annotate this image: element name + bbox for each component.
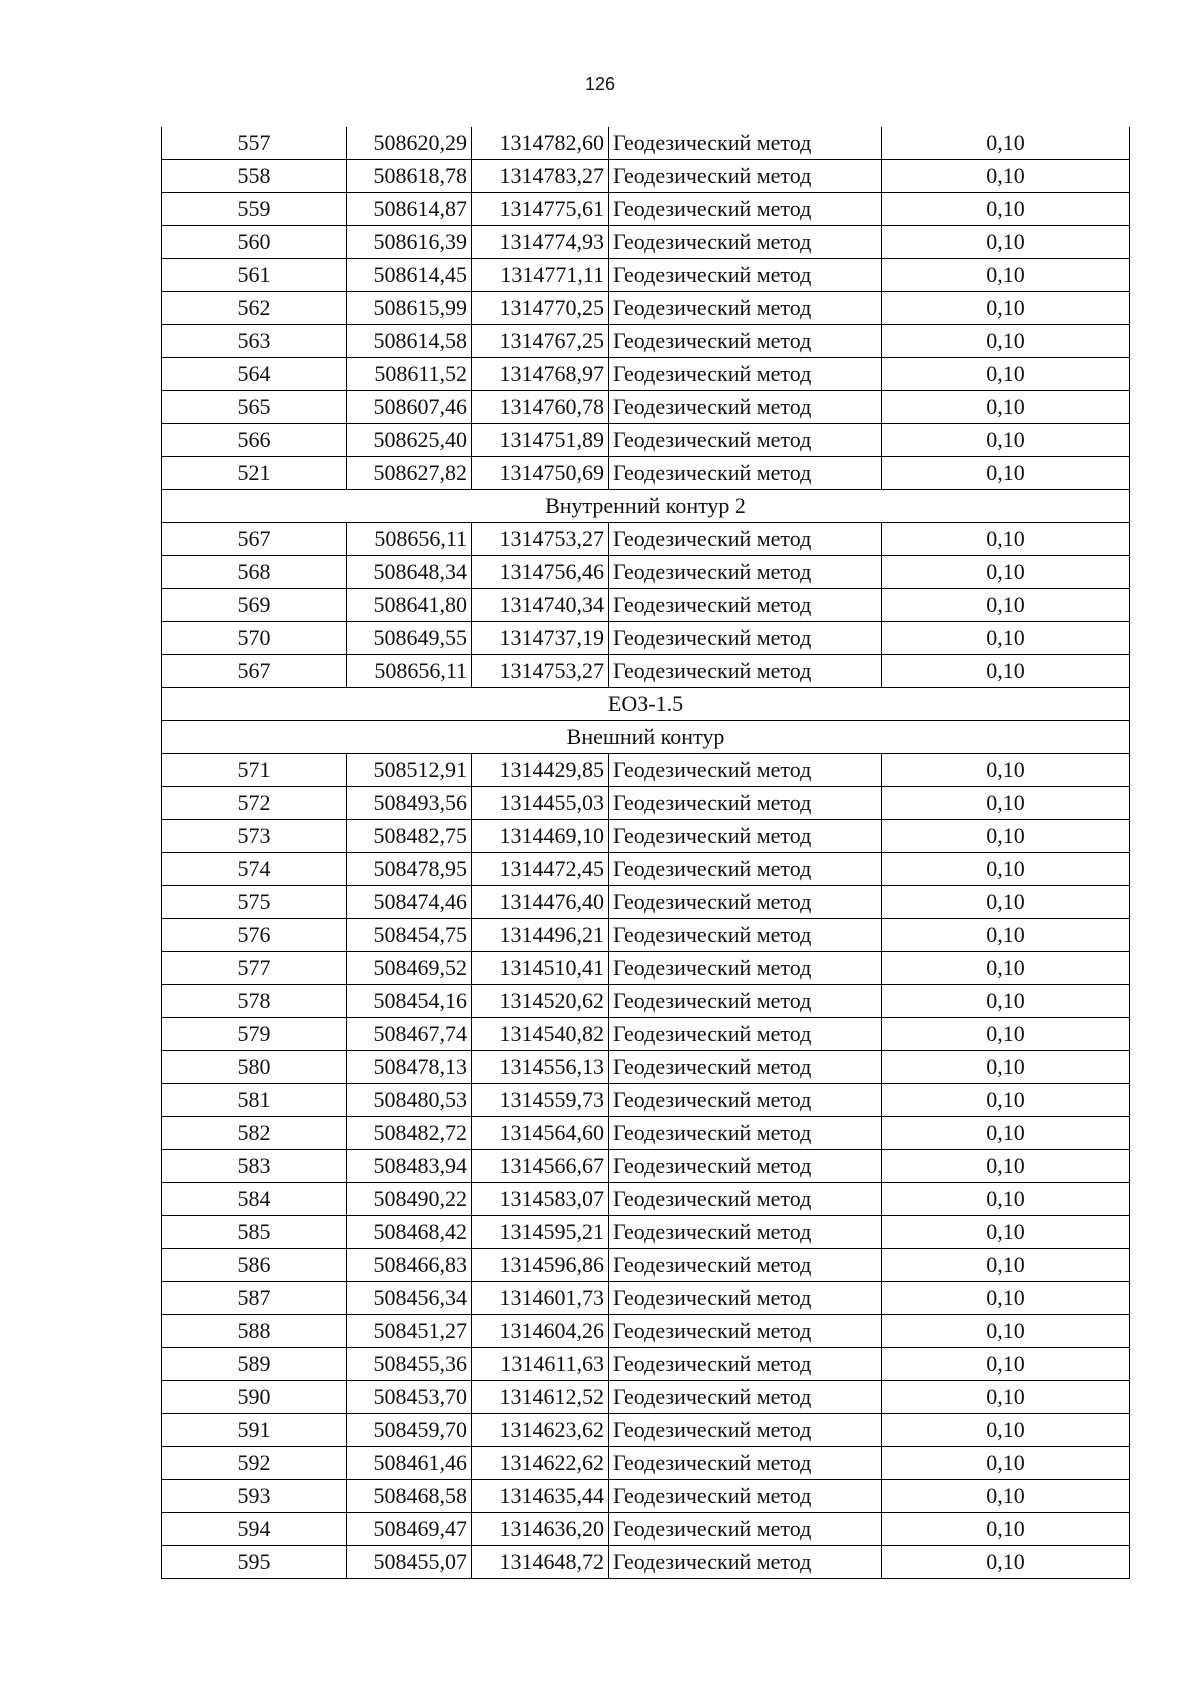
table-row — [162, 1249, 1130, 1282]
method-cell: Геодезический метод — [609, 952, 882, 985]
point-number-cell: 581 — [162, 1084, 347, 1117]
table-row — [162, 226, 1130, 259]
table-row — [162, 1150, 1130, 1183]
point-number-cell: 576 — [162, 919, 347, 952]
point-number-cell: 521 — [162, 457, 347, 490]
point-number-cell: 586 — [162, 1249, 347, 1282]
accuracy-cell: 0,10 — [882, 1117, 1130, 1150]
y-coordinate-cell: 1314774,93 — [472, 226, 609, 259]
x-coordinate-cell: 508627,82 — [347, 457, 472, 490]
accuracy-cell: 0,10 — [882, 259, 1130, 292]
method-cell: Геодезический метод — [609, 622, 882, 655]
table-row — [162, 391, 1130, 424]
method-cell: Геодезический метод — [609, 787, 882, 820]
method-cell: Геодезический метод — [609, 1018, 882, 1051]
x-coordinate-cell: 508482,75 — [347, 820, 472, 853]
method-cell: Геодезический метод — [609, 1381, 882, 1414]
section-heading-row — [162, 721, 1130, 754]
accuracy-cell: 0,10 — [882, 1183, 1130, 1216]
accuracy-cell: 0,10 — [882, 1282, 1130, 1315]
y-coordinate-cell: 1314472,45 — [472, 853, 609, 886]
point-number-cell: 583 — [162, 1150, 347, 1183]
accuracy-cell: 0,10 — [882, 1084, 1130, 1117]
table-row — [162, 193, 1130, 226]
y-coordinate-cell: 1314556,13 — [472, 1051, 609, 1084]
y-coordinate-cell: 1314750,69 — [472, 457, 609, 490]
method-cell: Геодезический метод — [609, 523, 882, 556]
method-cell: Геодезический метод — [609, 1315, 882, 1348]
point-number-cell: 559 — [162, 193, 347, 226]
table-row — [162, 127, 1130, 160]
point-number-cell: 571 — [162, 754, 347, 787]
x-coordinate-cell: 508618,78 — [347, 160, 472, 193]
accuracy-cell: 0,10 — [882, 457, 1130, 490]
x-coordinate-cell: 508455,36 — [347, 1348, 472, 1381]
x-coordinate-cell: 508483,94 — [347, 1150, 472, 1183]
method-cell: Геодезический метод — [609, 259, 882, 292]
point-number-cell: 558 — [162, 160, 347, 193]
y-coordinate-cell: 1314496,21 — [472, 919, 609, 952]
accuracy-cell: 0,10 — [882, 1414, 1130, 1447]
point-number-cell: 569 — [162, 589, 347, 622]
y-coordinate-cell: 1314595,21 — [472, 1216, 609, 1249]
x-coordinate-cell: 508614,45 — [347, 259, 472, 292]
point-number-cell: 573 — [162, 820, 347, 853]
accuracy-cell: 0,10 — [882, 1315, 1130, 1348]
accuracy-cell: 0,10 — [882, 160, 1130, 193]
accuracy-cell: 0,10 — [882, 226, 1130, 259]
table-row — [162, 1051, 1130, 1084]
x-coordinate-cell: 508649,55 — [347, 622, 472, 655]
table-row — [162, 1018, 1130, 1051]
table-row — [162, 1282, 1130, 1315]
y-coordinate-cell: 1314520,62 — [472, 985, 609, 1018]
accuracy-cell: 0,10 — [882, 1018, 1130, 1051]
method-cell: Геодезический метод — [609, 1051, 882, 1084]
x-coordinate-cell: 508620,29 — [347, 127, 472, 160]
x-coordinate-cell: 508451,27 — [347, 1315, 472, 1348]
section-heading: Внутренний контур 2 — [162, 490, 1130, 523]
y-coordinate-cell: 1314775,61 — [472, 193, 609, 226]
x-coordinate-cell: 508615,99 — [347, 292, 472, 325]
point-number-cell: 591 — [162, 1414, 347, 1447]
table-row — [162, 1480, 1130, 1513]
accuracy-cell: 0,10 — [882, 886, 1130, 919]
y-coordinate-cell: 1314601,73 — [472, 1282, 609, 1315]
y-coordinate-cell: 1314753,27 — [472, 523, 609, 556]
table-row — [162, 523, 1130, 556]
x-coordinate-cell: 508611,52 — [347, 358, 472, 391]
x-coordinate-cell: 508469,52 — [347, 952, 472, 985]
accuracy-cell: 0,10 — [882, 1150, 1130, 1183]
x-coordinate-cell: 508474,46 — [347, 886, 472, 919]
x-coordinate-cell: 508607,46 — [347, 391, 472, 424]
point-number-cell: 567 — [162, 523, 347, 556]
accuracy-cell: 0,10 — [882, 1249, 1130, 1282]
point-number-cell: 562 — [162, 292, 347, 325]
method-cell: Геодезический метод — [609, 1348, 882, 1381]
y-coordinate-cell: 1314737,19 — [472, 622, 609, 655]
x-coordinate-cell: 508478,13 — [347, 1051, 472, 1084]
x-coordinate-cell: 508656,11 — [347, 523, 472, 556]
method-cell: Геодезический метод — [609, 853, 882, 886]
x-coordinate-cell: 508490,22 — [347, 1183, 472, 1216]
y-coordinate-cell: 1314767,25 — [472, 325, 609, 358]
y-coordinate-cell: 1314751,89 — [472, 424, 609, 457]
point-number-cell: 568 — [162, 556, 347, 589]
coordinates-table-body — [162, 127, 1130, 1579]
y-coordinate-cell: 1314611,63 — [472, 1348, 609, 1381]
method-cell: Геодезический метод — [609, 1414, 882, 1447]
x-coordinate-cell: 508466,83 — [347, 1249, 472, 1282]
x-coordinate-cell: 508641,80 — [347, 589, 472, 622]
method-cell: Геодезический метод — [609, 1480, 882, 1513]
point-number-cell: 572 — [162, 787, 347, 820]
accuracy-cell: 0,10 — [882, 622, 1130, 655]
y-coordinate-cell: 1314783,27 — [472, 160, 609, 193]
table-row — [162, 589, 1130, 622]
accuracy-cell: 0,10 — [882, 754, 1130, 787]
x-coordinate-cell: 508455,07 — [347, 1546, 472, 1579]
method-cell: Геодезический метод — [609, 1447, 882, 1480]
point-number-cell: 564 — [162, 358, 347, 391]
point-number-cell: 580 — [162, 1051, 347, 1084]
y-coordinate-cell: 1314753,27 — [472, 655, 609, 688]
table-row — [162, 160, 1130, 193]
point-number-cell: 584 — [162, 1183, 347, 1216]
accuracy-cell: 0,10 — [882, 1480, 1130, 1513]
accuracy-cell: 0,10 — [882, 985, 1130, 1018]
x-coordinate-cell: 508480,53 — [347, 1084, 472, 1117]
table-row — [162, 1513, 1130, 1546]
point-number-cell: 557 — [162, 127, 347, 160]
method-cell: Геодезический метод — [609, 391, 882, 424]
y-coordinate-cell: 1314623,62 — [472, 1414, 609, 1447]
method-cell: Геодезический метод — [609, 655, 882, 688]
method-cell: Геодезический метод — [609, 325, 882, 358]
y-coordinate-cell: 1314604,26 — [472, 1315, 609, 1348]
method-cell: Геодезический метод — [609, 1183, 882, 1216]
table-row — [162, 1414, 1130, 1447]
method-cell: Геодезический метод — [609, 193, 882, 226]
table-row — [162, 1348, 1130, 1381]
table-row — [162, 1546, 1130, 1579]
y-coordinate-cell: 1314564,60 — [472, 1117, 609, 1150]
accuracy-cell: 0,10 — [882, 127, 1130, 160]
accuracy-cell: 0,10 — [882, 787, 1130, 820]
x-coordinate-cell: 508454,16 — [347, 985, 472, 1018]
table-row — [162, 919, 1130, 952]
y-coordinate-cell: 1314469,10 — [472, 820, 609, 853]
point-number-cell: 594 — [162, 1513, 347, 1546]
y-coordinate-cell: 1314770,25 — [472, 292, 609, 325]
accuracy-cell: 0,10 — [882, 952, 1130, 985]
section-heading-row — [162, 490, 1130, 523]
method-cell: Геодезический метод — [609, 1513, 882, 1546]
table-row — [162, 1183, 1130, 1216]
accuracy-cell: 0,10 — [882, 1381, 1130, 1414]
method-cell: Геодезический метод — [609, 589, 882, 622]
x-coordinate-cell: 508614,87 — [347, 193, 472, 226]
accuracy-cell: 0,10 — [882, 292, 1130, 325]
x-coordinate-cell: 508512,91 — [347, 754, 472, 787]
section-heading-row — [162, 688, 1130, 721]
point-number-cell: 595 — [162, 1546, 347, 1579]
point-number-cell: 593 — [162, 1480, 347, 1513]
method-cell: Геодезический метод — [609, 1150, 882, 1183]
method-cell: Геодезический метод — [609, 358, 882, 391]
y-coordinate-cell: 1314566,67 — [472, 1150, 609, 1183]
method-cell: Геодезический метод — [609, 424, 882, 457]
point-number-cell: 578 — [162, 985, 347, 1018]
point-number-cell: 565 — [162, 391, 347, 424]
y-coordinate-cell: 1314455,03 — [472, 787, 609, 820]
method-cell: Геодезический метод — [609, 127, 882, 160]
x-coordinate-cell: 508456,34 — [347, 1282, 472, 1315]
method-cell: Геодезический метод — [609, 886, 882, 919]
table-row — [162, 1084, 1130, 1117]
point-number-cell: 579 — [162, 1018, 347, 1051]
table-row — [162, 457, 1130, 490]
y-coordinate-cell: 1314635,44 — [472, 1480, 609, 1513]
accuracy-cell: 0,10 — [882, 325, 1130, 358]
point-number-cell: 574 — [162, 853, 347, 886]
accuracy-cell: 0,10 — [882, 1216, 1130, 1249]
y-coordinate-cell: 1314583,07 — [472, 1183, 609, 1216]
point-number-cell: 582 — [162, 1117, 347, 1150]
x-coordinate-cell: 508616,39 — [347, 226, 472, 259]
table-row — [162, 787, 1130, 820]
table-row — [162, 820, 1130, 853]
accuracy-cell: 0,10 — [882, 1348, 1130, 1381]
method-cell: Геодезический метод — [609, 1282, 882, 1315]
method-cell: Геодезический метод — [609, 820, 882, 853]
accuracy-cell: 0,10 — [882, 1513, 1130, 1546]
y-coordinate-cell: 1314596,86 — [472, 1249, 609, 1282]
accuracy-cell: 0,10 — [882, 193, 1130, 226]
accuracy-cell: 0,10 — [882, 523, 1130, 556]
method-cell: Геодезический метод — [609, 1216, 882, 1249]
section-heading: Внешний контур — [162, 721, 1130, 754]
point-number-cell: 563 — [162, 325, 347, 358]
section-heading: ЕОЗ-1.5 — [162, 688, 1130, 721]
x-coordinate-cell: 508478,95 — [347, 853, 472, 886]
method-cell: Геодезический метод — [609, 1249, 882, 1282]
y-coordinate-cell: 1314740,34 — [472, 589, 609, 622]
y-coordinate-cell: 1314476,40 — [472, 886, 609, 919]
method-cell: Геодезический метод — [609, 292, 882, 325]
table-row — [162, 556, 1130, 589]
method-cell: Геодезический метод — [609, 226, 882, 259]
point-number-cell: 589 — [162, 1348, 347, 1381]
table-row — [162, 754, 1130, 787]
x-coordinate-cell: 508625,40 — [347, 424, 472, 457]
table-row — [162, 325, 1130, 358]
table-row — [162, 259, 1130, 292]
point-number-cell: 570 — [162, 622, 347, 655]
y-coordinate-cell: 1314636,20 — [472, 1513, 609, 1546]
table-row — [162, 886, 1130, 919]
y-coordinate-cell: 1314559,73 — [472, 1084, 609, 1117]
y-coordinate-cell: 1314429,85 — [472, 754, 609, 787]
accuracy-cell: 0,10 — [882, 556, 1130, 589]
x-coordinate-cell: 508614,58 — [347, 325, 472, 358]
method-cell: Геодезический метод — [609, 1117, 882, 1150]
table-row — [162, 1117, 1130, 1150]
accuracy-cell: 0,10 — [882, 919, 1130, 952]
page-number: 126 — [584, 74, 616, 94]
x-coordinate-cell: 508656,11 — [347, 655, 472, 688]
accuracy-cell: 0,10 — [882, 1447, 1130, 1480]
accuracy-cell: 0,10 — [882, 1546, 1130, 1579]
accuracy-cell: 0,10 — [882, 1051, 1130, 1084]
y-coordinate-cell: 1314648,72 — [472, 1546, 609, 1579]
point-number-cell: 588 — [162, 1315, 347, 1348]
x-coordinate-cell: 508493,56 — [347, 787, 472, 820]
table-row — [162, 1447, 1130, 1480]
x-coordinate-cell: 508469,47 — [347, 1513, 472, 1546]
y-coordinate-cell: 1314510,41 — [472, 952, 609, 985]
x-coordinate-cell: 508648,34 — [347, 556, 472, 589]
point-number-cell: 577 — [162, 952, 347, 985]
point-number-cell: 567 — [162, 655, 347, 688]
accuracy-cell: 0,10 — [882, 589, 1130, 622]
table-row — [162, 655, 1130, 688]
y-coordinate-cell: 1314760,78 — [472, 391, 609, 424]
coordinates-table — [161, 127, 1130, 1579]
method-cell: Геодезический метод — [609, 1084, 882, 1117]
y-coordinate-cell: 1314612,52 — [472, 1381, 609, 1414]
y-coordinate-cell: 1314771,11 — [472, 259, 609, 292]
y-coordinate-cell: 1314782,60 — [472, 127, 609, 160]
table-row — [162, 358, 1130, 391]
method-cell: Геодезический метод — [609, 160, 882, 193]
table-row — [162, 952, 1130, 985]
accuracy-cell: 0,10 — [882, 655, 1130, 688]
accuracy-cell: 0,10 — [882, 853, 1130, 886]
table-row — [162, 1381, 1130, 1414]
point-number-cell: 590 — [162, 1381, 347, 1414]
y-coordinate-cell: 1314756,46 — [472, 556, 609, 589]
table-row — [162, 985, 1130, 1018]
point-number-cell: 566 — [162, 424, 347, 457]
x-coordinate-cell: 508482,72 — [347, 1117, 472, 1150]
table-row — [162, 292, 1130, 325]
point-number-cell: 561 — [162, 259, 347, 292]
point-number-cell: 592 — [162, 1447, 347, 1480]
method-cell: Геодезический метод — [609, 919, 882, 952]
x-coordinate-cell: 508468,58 — [347, 1480, 472, 1513]
method-cell: Геодезический метод — [609, 985, 882, 1018]
point-number-cell: 587 — [162, 1282, 347, 1315]
x-coordinate-cell: 508454,75 — [347, 919, 472, 952]
x-coordinate-cell: 508453,70 — [347, 1381, 472, 1414]
method-cell: Геодезический метод — [609, 754, 882, 787]
table-row — [162, 1315, 1130, 1348]
accuracy-cell: 0,10 — [882, 820, 1130, 853]
y-coordinate-cell: 1314622,62 — [472, 1447, 609, 1480]
method-cell: Геодезический метод — [609, 1546, 882, 1579]
table-row — [162, 622, 1130, 655]
accuracy-cell: 0,10 — [882, 424, 1130, 457]
table-row — [162, 1216, 1130, 1249]
x-coordinate-cell: 508467,74 — [347, 1018, 472, 1051]
point-number-cell: 560 — [162, 226, 347, 259]
x-coordinate-cell: 508468,42 — [347, 1216, 472, 1249]
x-coordinate-cell: 508459,70 — [347, 1414, 472, 1447]
y-coordinate-cell: 1314768,97 — [472, 358, 609, 391]
table-row — [162, 853, 1130, 886]
accuracy-cell: 0,10 — [882, 391, 1130, 424]
method-cell: Геодезический метод — [609, 556, 882, 589]
x-coordinate-cell: 508461,46 — [347, 1447, 472, 1480]
point-number-cell: 585 — [162, 1216, 347, 1249]
method-cell: Геодезический метод — [609, 457, 882, 490]
table-row — [162, 424, 1130, 457]
accuracy-cell: 0,10 — [882, 358, 1130, 391]
y-coordinate-cell: 1314540,82 — [472, 1018, 609, 1051]
point-number-cell: 575 — [162, 886, 347, 919]
